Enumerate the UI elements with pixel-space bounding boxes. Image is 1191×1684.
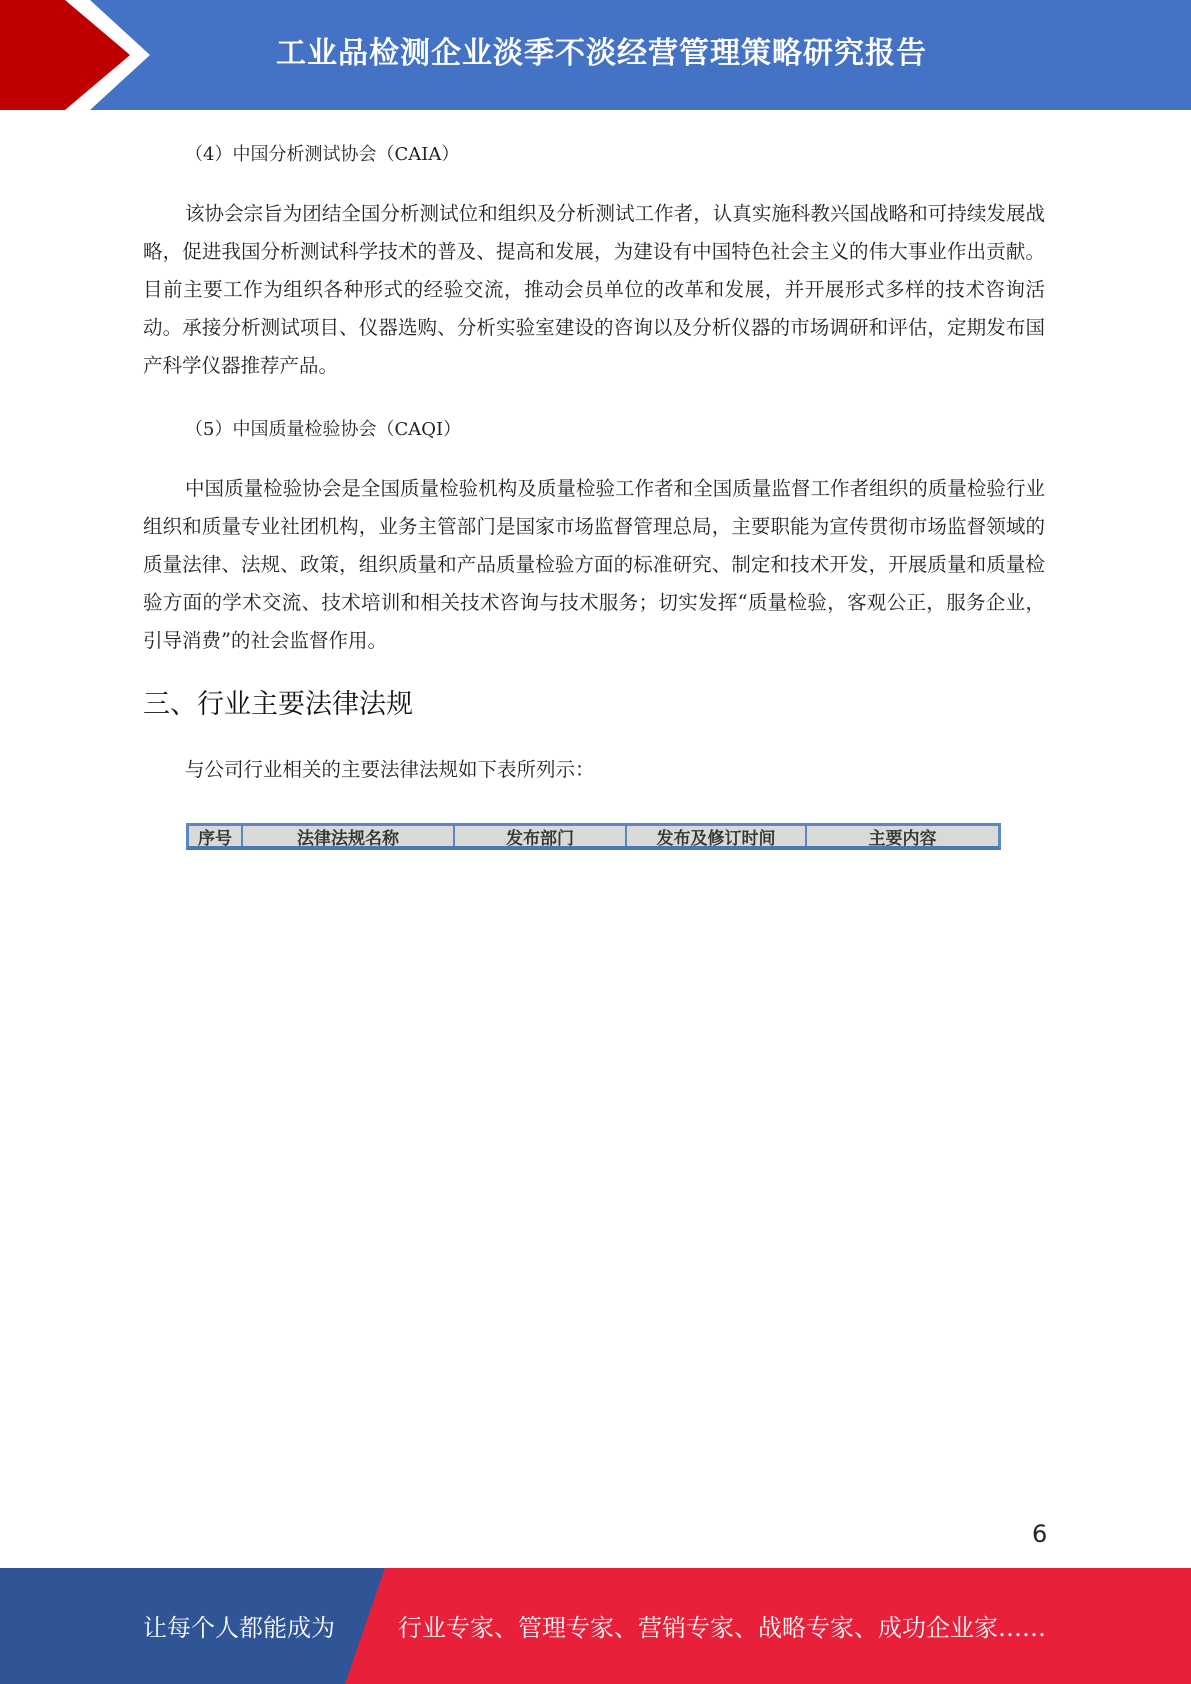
table-header-cell: 发布及修订时间 — [627, 826, 807, 846]
table-header-cell: 主要内容 — [868, 828, 937, 849]
laws-intro: 与公司行业相关的主要法律法规如下表所列示： — [185, 758, 595, 781]
table-header-cell: 序号 — [189, 826, 243, 846]
caqi-paragraph: 中国质量检验协会是全国质量检验机构及质量检验工作者和全国质量监督工作者组织的质量检验行业组织和质量专业社团机构，业务主管部门是国家市场监督管理总局，主要职能为宣传贯彻市场监督领域的质量法律、法规、政策，组织质量和产品质量检验方面的标准研究、制定和技术开发，开展质量和质量检验方面的学术交流、技术培训和相关技术咨询与技术服务；切实发挥“质量检验，客观公正，服务企业，引导消费”的社会监督作用。 — [143, 477, 1045, 652]
section-heading-laws: 三、行业主要法律法规 — [143, 689, 413, 720]
report-title: 工业品检测企业淡季不淡经营管理策略研究报告 — [276, 36, 927, 71]
table-header-cell: 发布部门 — [455, 826, 627, 846]
footer-slogan-right: 行业专家、管理专家、营销专家、战略专家、成功企业家…… — [398, 1614, 1046, 1642]
footer-slogan-left: 让每个人都能成为 — [143, 1614, 335, 1642]
laws-table-header — [186, 823, 1001, 850]
page-footer — [0, 1568, 1191, 1684]
caqi-heading: （5）中国质量检验协会（CAQI） — [185, 419, 462, 440]
page-header — [0, 0, 1191, 110]
header-chevron-decoration — [0, 0, 150, 110]
page-number: 6 — [1032, 1520, 1048, 1548]
caia-heading: （4）中国分析测试协会（CAIA） — [185, 144, 460, 165]
table-header-cell: 法律法规名称 — [243, 826, 455, 846]
caia-paragraph: 该协会宗旨为团结全国分析测试位和组织及分析测试工作者，认真实施科教兴国战略和可持续发展战略，促进我国分析测试科学技术的普及、提高和发展，为建设有中国特色社会主义的伟大事业作出贡献。目前主要工作为组织各种形式的经验交流，推动会员单位的改革和发展，并开展形式多样的技术咨询活动。承接分析测试项目、仪器选购、分析实验室建设的咨询以及分析仪器的市场调研和评估，定期发布国产科学仪器推荐产品。 — [143, 202, 1045, 377]
